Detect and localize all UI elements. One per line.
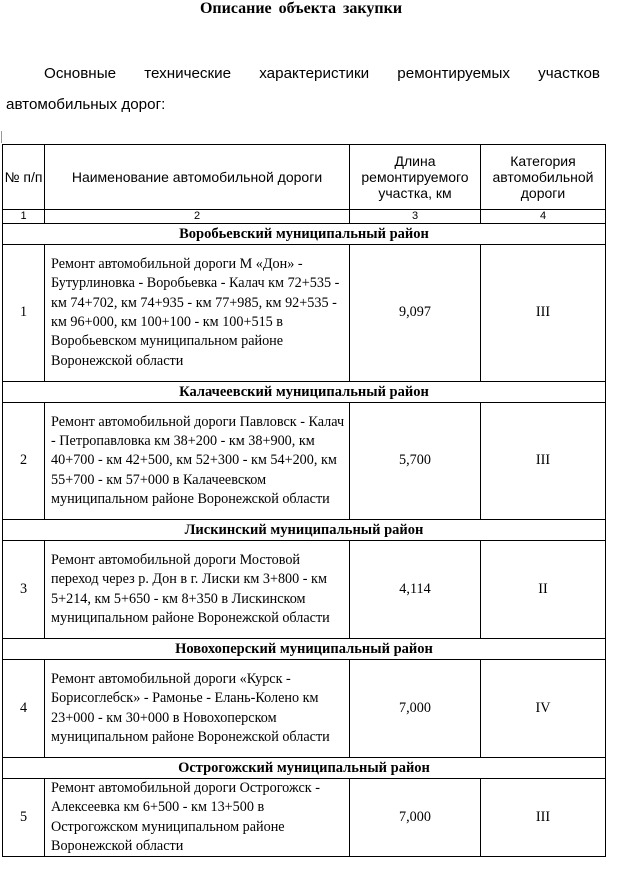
table-row — [3, 541, 606, 639]
row-number: 2 — [3, 403, 45, 520]
road-length: 9,097 — [350, 245, 481, 382]
road-category: III — [481, 403, 606, 520]
column-number: 2 — [45, 210, 350, 224]
road-name: Ремонт автомобильной дороги «Курск - Борисоглебск» - Рамонье - Елань-Колено км 23+000 - км 30+000 в Новохоперском муниципальном районе Воронежской области — [45, 660, 350, 758]
table-row — [3, 779, 606, 857]
region-row — [3, 382, 606, 403]
region-name: Калачеевский муниципальный район — [3, 382, 606, 403]
header-name: Наименование автомобильной дороги — [45, 145, 350, 210]
header-num: № п/п — [3, 145, 45, 210]
document-title: Описание объекта закупки — [199, 0, 403, 17]
row-number: 1 — [3, 245, 45, 382]
intro-paragraph: Основные технические характеристики ремонтируемых участков автомобильных дорог: — [6, 65, 600, 113]
column-number: 4 — [481, 210, 606, 224]
road-length: 7,000 — [350, 660, 481, 758]
region-row — [3, 520, 606, 541]
column-number-row — [3, 210, 606, 224]
road-name: Ремонт автомобильной дороги Мостовой переход через р. Дон в г. Лиски км 3+800 - км 5+214, км 5+650 - км 8+350 в Лискинском муниципальном районе Воронежской области — [45, 541, 350, 639]
header-category: Категория автомобильной дороги — [481, 145, 606, 210]
road-length: 5,700 — [350, 403, 481, 520]
road-category: II — [481, 541, 606, 639]
road-name: Ремонт автомобильной дороги М «Дон» - Бутурлиновка - Воробьевка - Калач км 72+535 - км 74+702, км 74+935 - км 77+985, км 92+535 - км 96+000, км 100+100 - км 100+515 в Воробьевском муниципальном районе Воронежской области — [45, 245, 350, 382]
region-name: Воробьевский муниципальный район — [3, 224, 606, 245]
region-name: Острогожский муниципальный район — [3, 758, 606, 779]
table-row — [3, 660, 606, 758]
road-category: IV — [481, 660, 606, 758]
road-category: III — [481, 245, 606, 382]
region-row — [3, 758, 606, 779]
header-length: Длина ремонтируемого участка, км — [350, 145, 481, 210]
row-number: 5 — [3, 779, 45, 857]
road-name: Ремонт автомобильной дороги Острогожск - Алексеевка км 6+500 - км 13+500 в Острогожском муниципальном районе Воронежской области — [45, 779, 350, 857]
specification-table — [2, 144, 606, 857]
region-name: Лискинский муниципальный район — [3, 520, 606, 541]
row-number: 4 — [3, 660, 45, 758]
region-row — [3, 224, 606, 245]
region-name: Новохоперский муниципальный район — [3, 639, 606, 660]
road-length: 4,114 — [350, 541, 481, 639]
margin-marker — [1, 131, 2, 143]
column-number: 3 — [350, 210, 481, 224]
region-row — [3, 639, 606, 660]
table-header-row — [3, 145, 606, 210]
table-row — [3, 403, 606, 520]
column-number: 1 — [3, 210, 45, 224]
road-length: 7,000 — [350, 779, 481, 857]
road-name: Ремонт автомобильной дороги Павловск - Калач - Петропавловка км 38+200 - км 38+900, км 40+700 - км 42+500, км 52+300 - км 54+200, км 55+700 - км 57+000 в Калачеевском муниципальном районе Воронежской области — [45, 403, 350, 520]
table-row — [3, 245, 606, 382]
row-number: 3 — [3, 541, 45, 639]
road-category: III — [481, 779, 606, 857]
